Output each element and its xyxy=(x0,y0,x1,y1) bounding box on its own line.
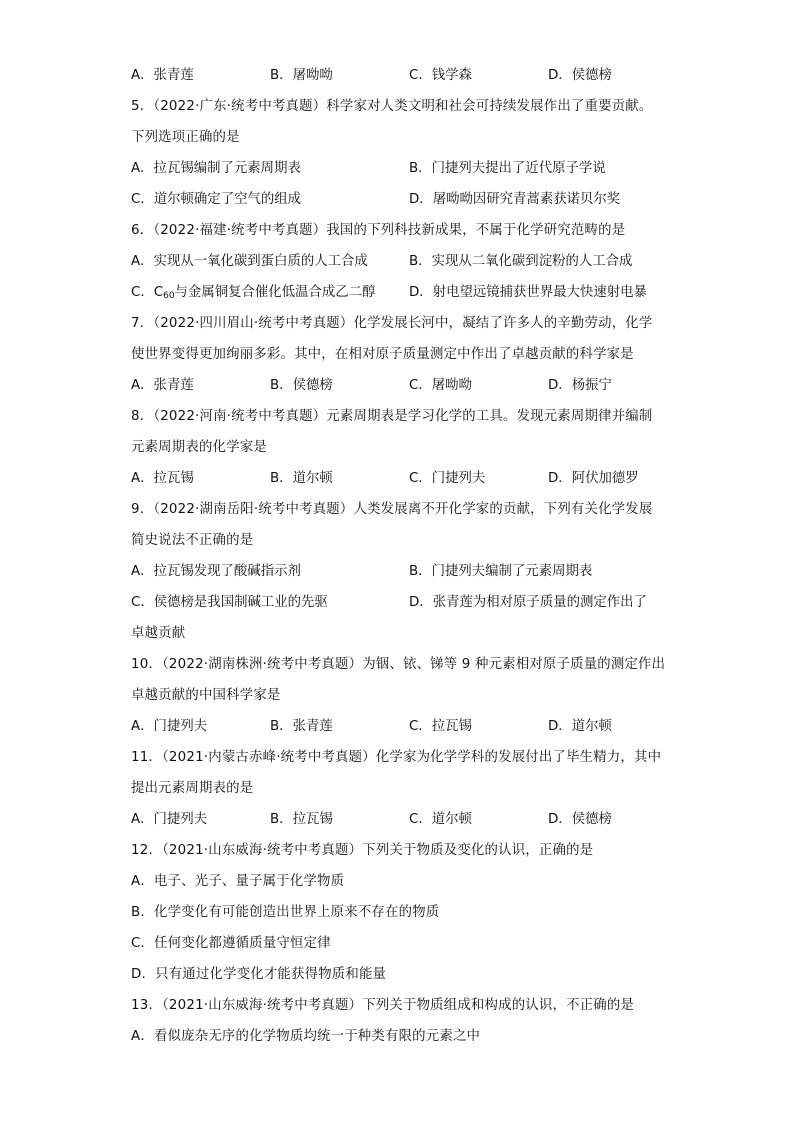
q6-option-a: A．实现从一氧化碳到蛋白质的人工合成 xyxy=(131,254,368,269)
q11-option-a: A．门捷列夫 xyxy=(131,812,208,827)
q5-option-b: B．门捷列夫提出了近代原子学说 xyxy=(409,161,606,176)
q12-stem-line1: 12．（2021·山东威海·统考中考真题）下列关于物质及变化的认识，正确的是 xyxy=(131,843,594,858)
q8-option-c: C．门捷列夫 xyxy=(409,471,486,486)
q11-option-b: B．拉瓦锡 xyxy=(270,812,333,827)
q13-option-a: A．看似庞杂无序的化学物质均统一于种类有限的元素之中 xyxy=(131,1029,481,1044)
q11-option-c: C．道尔顿 xyxy=(409,812,472,827)
q7-option-c: C．屠呦呦 xyxy=(409,378,472,393)
q11-option-d: D．侯德榜 xyxy=(548,812,612,827)
q9-option-d-line2: 卓越贡献 xyxy=(131,626,186,641)
q12-option-c: C．任何变化都遵循质量守恒定律 xyxy=(131,936,331,951)
q10-option-d: D．道尔顿 xyxy=(548,719,612,734)
q7-stem-line1: 7．（2022·四川眉山·统考中考真题）化学发展长河中，凝结了许多人的辛勤劳动，化学 xyxy=(131,316,653,331)
q4-option-b: B．屠呦呦 xyxy=(270,68,333,83)
q4-option-d: D．侯德榜 xyxy=(548,68,612,83)
q5-stem-line2: 下列选项正确的是 xyxy=(131,130,240,145)
q4-option-a: A．张青莲 xyxy=(131,68,194,83)
q9-option-a: A．拉瓦锡发现了酸碱指示剂 xyxy=(131,564,301,579)
q8-option-b: B．道尔顿 xyxy=(270,471,333,486)
q9-option-c: C．侯德榜是我国制碱工业的先驱 xyxy=(131,595,328,610)
q7-option-d: D．杨振宁 xyxy=(548,378,612,393)
q5-option-c: C．道尔顿确定了空气的组成 xyxy=(131,192,302,207)
q10-option-b: B．张青莲 xyxy=(270,719,333,734)
q9-option-b: B．门捷列夫编制了元素周期表 xyxy=(409,564,593,579)
q9-stem-line2: 简史说法不正确的是 xyxy=(131,533,254,548)
q12-option-b: B．化学变化有可能创造出世界上原来不存在的物质 xyxy=(131,905,440,920)
q4-option-c: C．钱学森 xyxy=(409,68,472,83)
q8-option-a: A．拉瓦锡 xyxy=(131,471,194,486)
q10-stem-line1: 10．（2022·湖南株洲·统考中考真题）为铟、铱、锑等 9 种元素相对原子质量的测定作出 xyxy=(131,657,666,672)
q9-option-d: D．张青莲为相对原子质量的测定作出了 xyxy=(409,595,647,610)
q9-stem-line1: 9．（2022·湖南岳阳·统考中考真题）人类发展离不开化学家的贡献，下列有关化学发展 xyxy=(131,502,653,517)
q6-option-b: B．实现从二氧化碳到淀粉的人工合成 xyxy=(409,254,633,269)
q5-stem-line1: 5．（2022·广东·统考中考真题）科学家对人类文明和社会可持续发展作出了重要贡献。 xyxy=(131,99,653,114)
q8-option-d: D．阿伏加德罗 xyxy=(548,471,639,486)
q10-option-c: C．拉瓦锡 xyxy=(409,719,472,734)
q7-option-b: B．侯德榜 xyxy=(270,378,333,393)
q6-stem-line1: 6．（2022·福建·统考中考真题）我国的下列科技新成果，不属于化学研究范畴的是 xyxy=(131,223,626,238)
q6-option-c-subscript: 60 xyxy=(163,291,175,301)
q11-stem-line1: 11．（2021·内蒙古赤峰·统考中考真题）化学家为化学学科的发展付出了毕生精力，其中 xyxy=(131,750,662,765)
q10-stem-line2: 卓越贡献的中国科学家是 xyxy=(131,688,281,703)
q5-option-a: A．拉瓦锡编制了元素周期表 xyxy=(131,161,301,176)
q13-stem-line1: 13．（2021·山东威海·统考中考真题）下列关于物质组成和构成的认识，不正确的是 xyxy=(131,998,635,1013)
q7-option-a: A．张青莲 xyxy=(131,378,194,393)
q12-option-d: D．只有通过化学变化才能获得物质和能量 xyxy=(131,967,387,982)
q6-option-d: D．射电望远镜捕获世界最大快速射电暴 xyxy=(409,285,647,300)
q8-stem-line2: 元素周期表的化学家是 xyxy=(131,440,267,455)
q7-stem-line2: 使世界变得更加绚丽多彩。其中，在相对原子质量测定中作出了卓越贡献的科学家是 xyxy=(131,347,634,362)
q5-option-d: D．屠呦呦因研究青蒿素获诺贝尔奖 xyxy=(409,192,621,207)
q11-stem-line2: 提出元素周期表的是 xyxy=(131,781,254,796)
q6-option-c: C．$C_{60}$与金属铜复合催化低温合成乙二醇 xyxy=(131,285,376,301)
q10-option-a: A．门捷列夫 xyxy=(131,719,208,734)
q8-stem-line1: 8．（2022·河南·统考中考真题）元素周期表是学习化学的工具。发现元素周期律并编制 xyxy=(131,409,653,424)
q12-option-a: A．电子、光子、量子属于化学物质 xyxy=(131,874,345,889)
